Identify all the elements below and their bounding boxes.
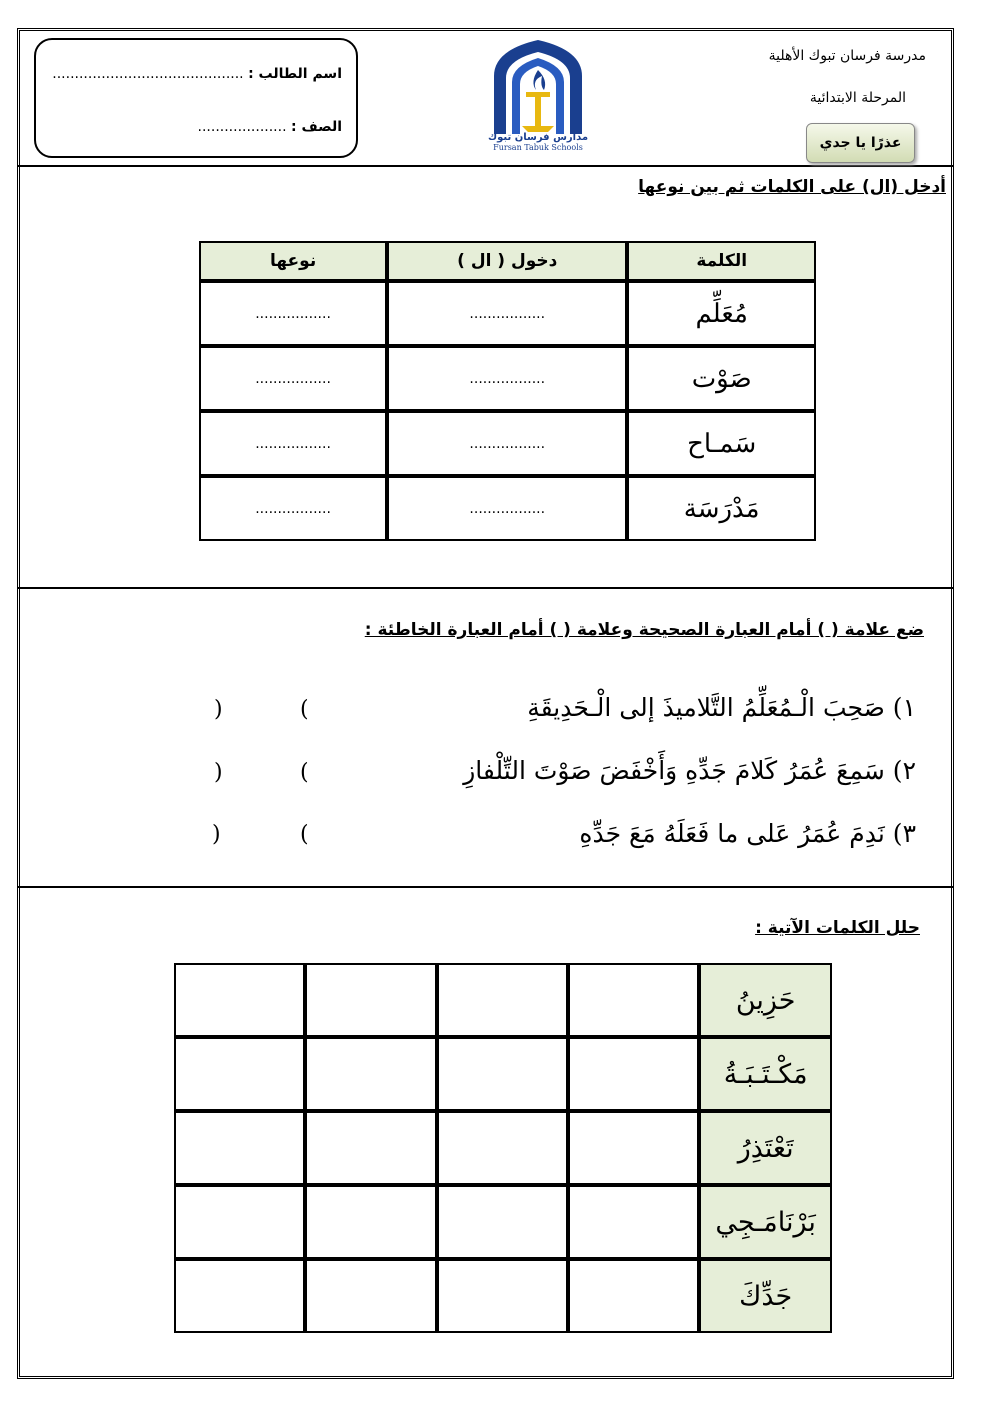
answer-dots[interactable]: ................. [387,281,627,346]
analysis-cell[interactable] [437,1037,568,1111]
q1-header-with-al: دخول ( ال ) [387,241,627,281]
q3-word: جَدِّكَ [699,1259,832,1333]
answer-paren-close[interactable]: ) [214,760,223,785]
q1-word: مُعَلِّم [627,281,816,346]
answer-paren-open[interactable]: ( [300,697,309,722]
lesson-title-badge: عذرًا يا جدي [806,123,915,163]
q3-word: حَزِينُ [699,963,832,1037]
table-row [199,411,816,476]
school-name: مدرسة فرسان تبوك الأهلية [768,48,926,64]
analysis-cell[interactable] [305,1185,436,1259]
analysis-cell[interactable] [305,1259,436,1333]
analysis-cell[interactable] [568,1259,699,1333]
logo-text-ar: مدارس فرسان تبوك [487,132,589,143]
table-row [174,963,832,1037]
table-row [174,1111,832,1185]
q1-header-word: الكلمة [627,241,816,281]
q3-word: مَكْـتَـبَـةُ [699,1037,832,1111]
q1-word: مَدْرَسَة [627,476,816,541]
class-dots[interactable]: .................... [197,119,287,135]
analysis-cell[interactable] [305,963,436,1037]
statement-2: ٢) سَمِعَ عُمَرُ كَلامَ جَدِّهِ وَأَخْفَضَ صَوْتَ التِّلْفازِ [463,756,916,785]
answer-dots[interactable]: ................. [199,346,387,411]
analysis-cell[interactable] [568,1037,699,1111]
table-row [174,1037,832,1111]
answer-dots[interactable]: ................. [199,411,387,476]
table-row [199,281,816,346]
answer-paren-close[interactable]: ) [214,697,223,722]
divider [17,165,954,167]
analysis-cell[interactable] [437,1185,568,1259]
statement-3: ٣) نَدِمَ عُمَرُ عَلى ما فَعَلَهُ مَعَ جَدِّهِ [579,819,916,848]
statement-1: ١) صَحِبَ الْـمُعَلِّمُ التَّلاميذَ إلى الْـحَدِيقَةِ [527,693,916,722]
analysis-cell[interactable] [305,1111,436,1185]
table-row [174,1259,832,1333]
analysis-cell[interactable] [568,1185,699,1259]
answer-dots[interactable]: ................. [199,281,387,346]
answer-paren-open[interactable]: ( [300,760,309,785]
stage-name: المرحلة الابتدائية [809,90,906,106]
q1-table [199,241,816,541]
analysis-cell[interactable] [174,1259,305,1333]
school-logo [486,36,590,152]
table-row [199,346,816,411]
answer-paren-open[interactable]: ( [300,822,309,847]
student-name-dots[interactable]: ........................................... [52,66,244,82]
q3-word: بَرْنَامَـجِي [699,1185,832,1259]
q1-header-type: نوعها [199,241,387,281]
analysis-cell[interactable] [437,1259,568,1333]
q2-title: ضع علامة ( ) أمام العبارة الصحيحة وعلامة ( ) أمام العبارة الخاطئة : [364,620,924,640]
student-name-label: اسم الطالب : [248,66,342,82]
q1-word: سَمـاح [627,411,816,476]
answer-dots[interactable]: ................. [387,411,627,476]
analysis-cell[interactable] [437,1111,568,1185]
class-label: الصف : [291,119,342,135]
answer-dots[interactable]: ................. [199,476,387,541]
answer-paren-close[interactable]: ) [212,822,221,847]
q3-word: تَعْتَذِرُ [699,1111,832,1185]
analysis-cell[interactable] [437,963,568,1037]
analysis-cell[interactable] [174,1111,305,1185]
analysis-cell[interactable] [305,1037,436,1111]
analysis-cell[interactable] [568,1111,699,1185]
q3-title: حلل الكلمات الآتية : [755,918,920,938]
divider [17,886,954,888]
table-row [174,1185,832,1259]
answer-dots[interactable]: ................. [387,346,627,411]
analysis-cell[interactable] [174,1037,305,1111]
analysis-cell[interactable] [568,963,699,1037]
student-name-row [52,66,342,82]
logo-text-en: Fursan Tabuk Schools [493,143,583,152]
q1-word: صَوْت [627,346,816,411]
table-row [199,476,816,541]
q1-title: أدخل (ال) على الكلمات ثم بين نوعها [638,177,946,197]
divider [17,587,954,589]
q3-table [174,963,832,1333]
student-info-box [34,38,358,158]
answer-dots[interactable]: ................. [387,476,627,541]
analysis-cell[interactable] [174,1185,305,1259]
analysis-cell[interactable] [174,963,305,1037]
class-row [198,119,342,135]
